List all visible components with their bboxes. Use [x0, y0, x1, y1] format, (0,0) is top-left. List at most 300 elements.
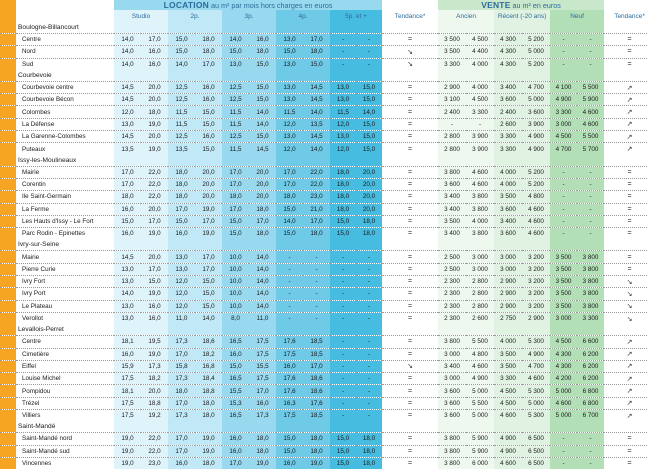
location-price: 15,0: [168, 46, 195, 58]
location-price: 17,6: [276, 385, 303, 397]
sale-price: 4 300: [550, 348, 577, 360]
location-price: 10,0: [222, 276, 249, 288]
sale-price: 3 800: [438, 433, 466, 445]
city-name: Ivry-sur-Seine: [18, 241, 60, 249]
empty-cell: [466, 324, 494, 336]
trend-location: =: [382, 373, 438, 385]
location-price: 20,0: [141, 385, 168, 397]
sale-price: 4 900: [494, 433, 522, 445]
empty-cell: [466, 155, 494, 167]
district-name: Villiers: [16, 410, 114, 422]
location-price: -: [356, 360, 382, 372]
location-price: 18,6: [303, 385, 330, 397]
location-price: 14,0: [249, 263, 276, 275]
district-name: Saint-Mandé sud: [16, 445, 114, 457]
location-price: 22,0: [141, 445, 168, 457]
location-price: 17,0: [249, 385, 276, 397]
location-price: 15,0: [330, 433, 356, 445]
empty-cell: [577, 155, 604, 167]
empty-cell: [330, 421, 356, 433]
left-band: [0, 58, 16, 70]
sale-price: 4 100: [550, 81, 577, 93]
trend-vente: =: [604, 215, 648, 227]
location-price: 15,0: [195, 106, 222, 118]
sale-price: 3 300: [577, 312, 604, 324]
location-price: 13,0: [114, 276, 141, 288]
sale-price: 4 900: [494, 445, 522, 457]
left-band: [0, 81, 16, 93]
location-price: 22,0: [303, 166, 330, 178]
trend-vente: =: [604, 203, 648, 215]
sale-price: 4 400: [466, 46, 494, 58]
sale-price: 5 200: [522, 166, 550, 178]
trend-vente: =: [604, 191, 648, 203]
sale-price: 2 300: [438, 312, 466, 324]
sale-price: 4 000: [466, 81, 494, 93]
location-price: 18,0: [195, 457, 222, 469]
sale-price: 4 300: [494, 46, 522, 58]
location-price: 19,0: [141, 288, 168, 300]
location-price: 13,5: [168, 143, 195, 155]
left-band: [0, 324, 16, 336]
left-band: [0, 288, 16, 300]
table-row: [0, 94, 648, 106]
empty-cell: [604, 324, 648, 336]
location-price: 23,0: [141, 457, 168, 469]
location-price: -: [330, 276, 356, 288]
location-price: 12,0: [276, 118, 303, 130]
left-band: [0, 191, 16, 203]
sale-price: -: [577, 178, 604, 190]
location-price: -: [303, 276, 330, 288]
location-price: 16,0: [141, 300, 168, 312]
location-price: 20,0: [356, 178, 382, 190]
empty-cell: [114, 239, 141, 251]
table-row: [0, 360, 648, 372]
location-price: -: [356, 385, 382, 397]
location-price: 17,0: [195, 263, 222, 275]
location-price: 12,0: [168, 300, 195, 312]
sale-price: 3 200: [522, 276, 550, 288]
location-price: 20,0: [356, 191, 382, 203]
location-price: 13,0: [168, 263, 195, 275]
sale-price: 6 600: [577, 336, 604, 348]
empty-cell: [168, 70, 195, 82]
location-price: 18,0: [195, 46, 222, 58]
empty-cell: [356, 324, 382, 336]
col-studio: Studio: [114, 10, 168, 22]
empty-cell: [168, 324, 195, 336]
location-price: 16,0: [114, 203, 141, 215]
location-price: 14,5: [303, 94, 330, 106]
location-price: 15,0: [222, 215, 249, 227]
sale-price: -: [550, 166, 577, 178]
location-price: 16,0: [141, 312, 168, 324]
trend-vente: ↗: [604, 106, 648, 118]
sale-price: 2 300: [438, 276, 466, 288]
trend-location: =: [382, 228, 438, 240]
empty-cell: [168, 239, 195, 251]
sale-price: 3 500: [550, 251, 577, 263]
location-price: 14,0: [303, 143, 330, 155]
trend-location: =: [382, 433, 438, 445]
location-price: 17,0: [114, 166, 141, 178]
location-price: 15,0: [249, 131, 276, 143]
district-name: Louise Michel: [16, 373, 114, 385]
location-price: 17,0: [168, 445, 195, 457]
empty-cell: [494, 421, 522, 433]
empty-cell: [466, 70, 494, 82]
location-title-sub: au m² par mois hors charges en euros: [208, 1, 333, 10]
location-price: 14,0: [222, 34, 249, 46]
city-name: Issy-les-Moulineaux: [18, 156, 77, 164]
empty-cell: [303, 421, 330, 433]
sale-price: 2 500: [438, 251, 466, 263]
sale-price: 3 400: [438, 228, 466, 240]
sale-price: 2 800: [438, 131, 466, 143]
sale-price: 3 200: [522, 251, 550, 263]
trend-location: =: [382, 276, 438, 288]
location-price: 18,5: [303, 348, 330, 360]
location-price: 22,0: [141, 166, 168, 178]
location-price: -: [356, 373, 382, 385]
empty-cell: [466, 239, 494, 251]
sale-price: -: [577, 457, 604, 469]
location-price: 19,0: [249, 457, 276, 469]
sale-price: 3 200: [522, 288, 550, 300]
empty-cell: [604, 239, 648, 251]
location-price: 20,0: [249, 166, 276, 178]
sale-price: 4 600: [522, 373, 550, 385]
trend-vente: ↗: [604, 131, 648, 143]
table-row: [0, 288, 648, 300]
table-row: [0, 106, 648, 118]
empty-cell: [356, 239, 382, 251]
location-price: -: [330, 410, 356, 422]
empty-cell: [438, 421, 466, 433]
location-price: 13,0: [330, 94, 356, 106]
district-name: Saint-Mandé nord: [16, 433, 114, 445]
location-price: -: [303, 251, 330, 263]
sale-price: 3 000: [494, 251, 522, 263]
location-price: 12,5: [222, 131, 249, 143]
location-price: 18,0: [330, 166, 356, 178]
location-price: 20,0: [141, 203, 168, 215]
empty-cell: [222, 155, 249, 167]
sale-price: 3 600: [438, 178, 466, 190]
empty-cell: [168, 22, 195, 34]
location-price: 18,0: [114, 191, 141, 203]
trend-location: =: [382, 215, 438, 227]
sale-price: -: [550, 178, 577, 190]
location-price: 11,5: [222, 143, 249, 155]
location-price: 14,0: [249, 118, 276, 130]
sale-price: 3 900: [522, 118, 550, 130]
location-price: 13,0: [168, 251, 195, 263]
empty-cell: [195, 70, 222, 82]
empty-cell: [382, 22, 438, 34]
location-price: 14,0: [249, 288, 276, 300]
left-band: [0, 94, 16, 106]
trend-location: =: [382, 166, 438, 178]
trend-location: =: [382, 457, 438, 469]
district-name: Colombes: [16, 106, 114, 118]
location-price: 13,0: [114, 263, 141, 275]
location-price: 15,0: [356, 118, 382, 130]
sale-price: 4 800: [466, 348, 494, 360]
empty-cell: [141, 421, 168, 433]
trend-vente: ↗: [604, 118, 648, 130]
location-price: 14,5: [303, 131, 330, 143]
empty-cell: [356, 70, 382, 82]
sale-price: 3 000: [466, 263, 494, 275]
location-price: 18,0: [222, 191, 249, 203]
empty-cell: [330, 239, 356, 251]
location-price: 18,0: [303, 445, 330, 457]
empty-cell: [276, 324, 303, 336]
trend-vente: =: [604, 228, 648, 240]
table-row: [0, 58, 648, 70]
location-price: 17,0: [195, 58, 222, 70]
sale-price: -: [577, 191, 604, 203]
location-price: -: [330, 360, 356, 372]
location-price: 16,0: [168, 457, 195, 469]
trend-vente: =: [604, 445, 648, 457]
location-price: 13,0: [276, 94, 303, 106]
sale-price: 4 300: [550, 360, 577, 372]
vente-title-sub: au m² en euros: [510, 1, 561, 10]
location-price: 18,0: [249, 445, 276, 457]
col-4p: 4p.: [276, 10, 330, 22]
left-band: [0, 239, 16, 251]
table-row: [0, 385, 648, 397]
location-price: 16,0: [276, 360, 303, 372]
empty-cell: [276, 239, 303, 251]
sale-price: -: [550, 433, 577, 445]
district-name: Vincennes: [16, 457, 114, 469]
location-price: -: [330, 251, 356, 263]
location-price: 13,5: [114, 143, 141, 155]
sale-price: 4 600: [550, 397, 577, 409]
left-band: [0, 457, 16, 469]
sale-price: 2 500: [438, 263, 466, 275]
sale-price: 4 500: [550, 131, 577, 143]
location-price: 15,0: [330, 445, 356, 457]
sale-price: 4 600: [494, 410, 522, 422]
empty-cell: [114, 22, 141, 34]
district-name: Le Plateau: [16, 300, 114, 312]
sale-price: 5 300: [522, 385, 550, 397]
sale-price: -: [550, 215, 577, 227]
sale-price: 4 900: [522, 131, 550, 143]
sale-price: 5 000: [522, 46, 550, 58]
trend-location: =: [382, 34, 438, 46]
sale-price: -: [577, 46, 604, 58]
location-price: 10,0: [222, 300, 249, 312]
table-row: [0, 348, 648, 360]
location-price: 14,0: [249, 251, 276, 263]
location-price: 11,5: [168, 118, 195, 130]
location-price: 17,0: [141, 215, 168, 227]
sale-price: 4 200: [550, 373, 577, 385]
empty-cell: [604, 155, 648, 167]
left-band: [0, 118, 16, 130]
location-price: 17,0: [303, 360, 330, 372]
sale-price: 2 900: [494, 300, 522, 312]
location-price: 18,1: [114, 336, 141, 348]
sale-price: 2 400: [438, 106, 466, 118]
left-band: [0, 348, 16, 360]
header-title-row: [0, 0, 648, 10]
sale-price: 6 500: [522, 433, 550, 445]
sale-price: 3 400: [438, 203, 466, 215]
location-price: 10,0: [222, 251, 249, 263]
location-price: 17,0: [222, 178, 249, 190]
sale-price: 2 900: [494, 276, 522, 288]
empty-cell: [141, 155, 168, 167]
table-row: [0, 81, 648, 93]
location-price: 15,0: [168, 215, 195, 227]
empty-cell: [382, 70, 438, 82]
left-band: [0, 178, 16, 190]
location-price: -: [356, 397, 382, 409]
location-price: 16,0: [222, 433, 249, 445]
left-band: [0, 22, 16, 34]
location-price: 17,0: [168, 433, 195, 445]
sale-price: 3 400: [438, 360, 466, 372]
sale-price: 3 800: [577, 263, 604, 275]
location-price: -: [356, 348, 382, 360]
location-price: 19,0: [303, 457, 330, 469]
sale-price: -: [577, 166, 604, 178]
trend-location: =: [382, 143, 438, 155]
location-price: 20,0: [356, 203, 382, 215]
city-row: [0, 324, 648, 336]
sale-price: 5 500: [466, 397, 494, 409]
empty-cell: [195, 22, 222, 34]
sale-price: 2 600: [494, 118, 522, 130]
location-price: 17,6: [303, 397, 330, 409]
left-band: [0, 445, 16, 457]
location-price: -: [356, 58, 382, 70]
sale-price: 2 300: [438, 300, 466, 312]
empty-cell: [438, 239, 466, 251]
sale-price: 4 700: [522, 360, 550, 372]
location-price: 16,5: [222, 336, 249, 348]
sale-price: 3 000: [550, 312, 577, 324]
location-price: 17,0: [303, 215, 330, 227]
trend-location: =: [382, 263, 438, 275]
location-price: 14,0: [303, 106, 330, 118]
sale-price: 4 600: [494, 457, 522, 469]
sale-price: 5 200: [522, 34, 550, 46]
empty-cell: [356, 22, 382, 34]
left-band: [0, 46, 16, 58]
table-row: [0, 166, 648, 178]
location-price: 14,5: [249, 143, 276, 155]
location-price: 18,8: [141, 397, 168, 409]
location-price: 22,0: [141, 191, 168, 203]
table-row: [0, 445, 648, 457]
sale-price: -: [577, 445, 604, 457]
table-row: [0, 191, 648, 203]
sale-price: -: [550, 58, 577, 70]
sale-price: 3 500: [494, 360, 522, 372]
district-name: Sud: [16, 58, 114, 70]
location-price: 17,0: [141, 263, 168, 275]
trend-location: =: [382, 336, 438, 348]
sale-price: 6 500: [522, 457, 550, 469]
sale-price: 4 000: [494, 178, 522, 190]
table-row: [0, 34, 648, 46]
left-band: [0, 410, 16, 422]
sale-price: 4 600: [577, 106, 604, 118]
empty-cell: [276, 155, 303, 167]
location-price: 12,0: [114, 106, 141, 118]
empty-cell: [604, 421, 648, 433]
location-price: 14,0: [114, 58, 141, 70]
location-price: 13,0: [330, 81, 356, 93]
sale-price: 2 900: [522, 312, 550, 324]
sale-price: -: [577, 58, 604, 70]
district-name: Verollot: [16, 312, 114, 324]
district-name: Centre: [16, 336, 114, 348]
location-price: 15,0: [195, 118, 222, 130]
location-price: 17,5: [249, 348, 276, 360]
col-tendance-vente: Tendance*: [604, 10, 648, 22]
location-price: 16,0: [222, 445, 249, 457]
location-price: 18,0: [356, 457, 382, 469]
location-price: -: [330, 300, 356, 312]
sale-price: -: [550, 445, 577, 457]
location-price: 16,0: [114, 348, 141, 360]
district-name: La Ferme: [16, 203, 114, 215]
trend-location: =: [382, 288, 438, 300]
sale-price: 5 500: [466, 336, 494, 348]
location-price: -: [330, 288, 356, 300]
sale-price: 4 000: [494, 336, 522, 348]
location-price: 15,0: [330, 228, 356, 240]
location-price: 12,5: [222, 81, 249, 93]
location-price: 21,0: [303, 203, 330, 215]
table-row: [0, 46, 648, 58]
empty-cell: [195, 155, 222, 167]
sale-price: 5 000: [550, 385, 577, 397]
sale-price: -: [466, 118, 494, 130]
sale-price: 3 500: [494, 191, 522, 203]
sale-price: 3 800: [438, 166, 466, 178]
location-price: 17,0: [222, 166, 249, 178]
empty-cell: [249, 22, 276, 34]
location-price: 12,5: [168, 81, 195, 93]
col-recent: Récent (-20 ans): [494, 10, 550, 22]
sale-price: 4 900: [466, 373, 494, 385]
location-price: 14,0: [249, 106, 276, 118]
sale-price: 3 000: [494, 263, 522, 275]
location-price: 17,3: [141, 360, 168, 372]
trend-location: =: [382, 118, 438, 130]
left-band: [0, 336, 16, 348]
empty-cell: [494, 70, 522, 82]
location-price: 18,5: [303, 336, 330, 348]
district-name: Centre: [16, 34, 114, 46]
location-price: 15,0: [249, 58, 276, 70]
sale-price: 4 500: [550, 336, 577, 348]
empty-cell: [222, 239, 249, 251]
trend-location: =: [382, 178, 438, 190]
sale-price: 3 600: [494, 228, 522, 240]
location-price: 14,5: [114, 131, 141, 143]
